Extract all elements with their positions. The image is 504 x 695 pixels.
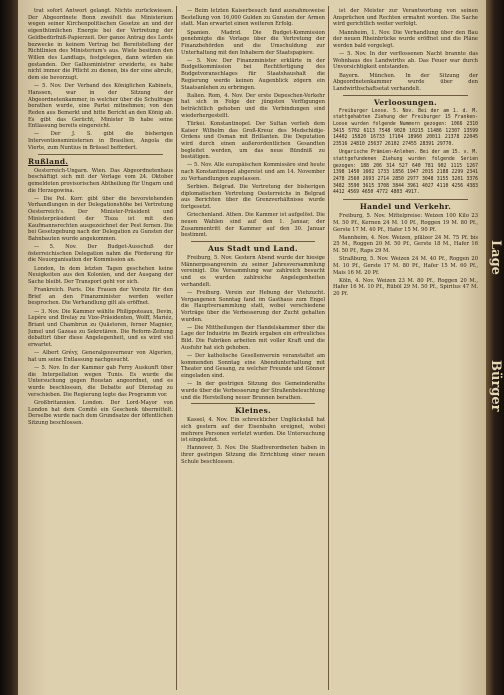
spine-label-upper: Lage	[488, 240, 503, 275]
section-divider	[191, 403, 315, 404]
article-paragraph: Köln, 4. Nov. Weizen 23 M. 80 Pf., Roggen 20 M., Hafer 16 M. 10 Pf., Rüböl 29 M. 50 Pf., Spiritus 47 M. 20 Pf.	[333, 277, 478, 298]
article-paragraph: — Albert Grévy, Generalgouverneur von Algerien, hat um seine Entlassung nachgesucht.	[28, 350, 173, 363]
article-paragraph: — 5. Nov. In der verflossenen Nacht brannte das Wohnhaus des Landwirths ab. Das Feuer war durch Unvorsichtigkeit entstanden.	[333, 51, 478, 71]
spine-label-lower: Bürger	[488, 360, 503, 412]
article-paragraph: Freiburg, 5. Nov. Gestern Abend wurde der hiesige Männergesangverein zu seiner Jahresversammlung vereinigt. Die Versammlung war zahlreich besucht und es wurden zahlreiche Angelegenheiten verhandelt.	[181, 254, 325, 288]
section-divider	[38, 154, 163, 155]
article-paragraph: Mannheim, 4. Nov. Weizen, pfälzer 24 M. 75 Pf. bis 25 M., Roggen 20 M. 50 Pf., Gerste 18 M., Hafer 16 M. 50 Pf., Raps 29 M.	[333, 234, 478, 255]
article-paragraph: Italien. Rom, 4. Nov. Der erste Depeschen-Verkehr hat sich in Folge der jüngsten Verfügungen beträchtlich gehoben und die Verbindungen sind wiederhergestellt.	[181, 92, 325, 119]
article-paragraph: Kassel, 4. Nov. Ein schrecklicher Unglücksfall hat sich gestern auf der Eisenbahn ereignet, wobei mehrere Personen verletzt wurden. Die Untersuchung ist eingeleitet.	[181, 417, 325, 444]
article-paragraph: — Der J. S. gibt die bisherigen Interventionsministerien in Brasilien, Angola die Vierte, zum Nuntius in Brüssel befördert.	[28, 131, 173, 151]
article-paragraph: — 5. Nov. Alle europäischen Kommissäre sind heute nach Konstantinopel abgereist und am 14. November zu Verhandlungen zugelassen.	[181, 162, 325, 182]
article-paragraph: Frankreich. Paris. Die Frauen der Vorsitz für den Brief an den Finanzminister werden weiter besprochen. Die Verhandlung gilt als eröffnet.	[28, 287, 173, 307]
article-paragraph: Griechenland. Athen. Die Kammer ist aufgelöst. Die neuen Wahlen sind auf den 1. Januar, der Zusammentritt der Kammer auf den 30. Januar bestimmt.	[181, 212, 325, 239]
column-left	[28, 8, 173, 688]
newspaper-page	[18, 0, 486, 695]
book-binding-left	[0, 0, 18, 695]
article-paragraph: Spanien. Madrid. Die Budget-Kommission genehmigte die Vorlage über die Vertretung der Finanzbehörden und die Umschuldung zur Unterhaltung mit den Inhabern der Staatspapiere.	[181, 29, 325, 56]
article-paragraph: ist der Meister zur Verantwortung von seinen Ansprüchen und Rechten ermahnt worden. Die Sache wird gerichtlich weiter verfolgt.	[333, 8, 478, 28]
article-paragraph: London, In dem letzten Tagen geschehen keine Neuigkeiten aus den Kolonien, und der Ausgang der Sache bleibt. Der Transport geht vor sich.	[28, 265, 173, 285]
article-paragraph: — 5. Nov. Der Verband des Königlichen Kabinets, Hanssen, war in der Sitzung der Abgeordnetenkammer, in welcher über die Schulfrage berathen wurde, eine Partei mitnehmen; von den Reden aus Bemerkt und hitte Bericht an den König ab. Es gibt das Gerücht, Minister Ib habe seine Entlassung bereits eingereicht.	[28, 83, 173, 130]
article-paragraph: — 5. Nov. In der Kammer gab Ferry Auskunft über die Interpellation wegen Tunis. Es wurde die Untersuchung gegen Roustan angeordnet, und es wurde beschlossen, die Debatte auf Dienstag zu verschieben. Die Regierung legte das Programm vor.	[28, 364, 173, 398]
section-divider	[191, 241, 315, 242]
book-binding-right	[486, 0, 504, 695]
article-paragraph: trat sofort Antwort gelangt. Nichts zurückwiesen. Der Abgeordnete Bonn zweifelt das Ministerium wegen seiner Kirchenpolitischen Gesetze an und der eigenthümlichen Energie bei der Vertretung der Geldbedürfniß-Papierzeit. Der ganze Antrag des Lords bezwecke in keinem Vertrag bei Bereitstellung der Richtlinien des Ministerium's aus. Wiele besitzen den Willen des Landtags, festgelegen, dann würden sie gestanden. Der Gallusministrer erwiderte, es habe nicht immer die Pflicht zu dienen, bis der eine abrufe, dem sie bevorzugt.	[28, 8, 173, 82]
article-paragraph: Freiburg, 5. Nov. Mittelpreise: Weizen 100 Kilo 23 M. 50 Pf., Kernen 24 M. 10 Pf., Roggen 19 M. 80 Pf., Gerste 17 M. 40 Pf., Hafer 15 M. 90 Pf.	[333, 213, 478, 233]
column-middle	[181, 8, 325, 688]
section-heading-miscellaneous: Kleines.	[235, 406, 271, 416]
article-paragraph: — In der gestrigen Sitzung des Gemeinderaths wurde über die Verbesserung der Straßenbeleuchtung und die Herstellung neuer Brunnen berathen.	[181, 381, 325, 401]
article-paragraph: — 5. Nov. Der Finanzminister erklärte in der Budgetkommission bei Rechtfertigung des Budgetvoranschlages für Staatshaushalt die Regierung werde keinen Augenblick zögern ein Staatsanlehen zu erbringen.	[181, 57, 325, 91]
article-paragraph: — Freiburg. Verein zur Hebung der Viehzucht. Vergangenen Sonntag fand im Gasthaus zum Engel die Hauptversammlung statt, wobei verschiedene Vorträge über die Verbesserung der Zucht gehalten wurden.	[181, 289, 325, 323]
section-heading-local-news: Aus Stadt und Land.	[208, 243, 298, 253]
section-heading-lotteries: Verloosungen.	[374, 97, 437, 107]
article-paragraph: Bayern. München. In der Sitzung der Abgeordnetenkammer wurde über den Landwirthschaftsetat verhandelt.	[333, 72, 478, 92]
article-paragraph: — 3. Nov. Die Kammer wählte Philippoteaux, Devin, Lepère und Brelay zu Vize-Präsidenten, Wolff, Mariéz, Briant und Chambrun zu Quästoren, ferner Magnier, Jumel und Gazeau zu Sekretären. Die Reform-Zeitung debattirt über diese Angelegenheit, und es wird viel erwartet.	[28, 308, 173, 349]
article-paragraph: — Die Pol. Korr. gibt über die bevorstehenden Verhandlungen in der Delegationshöhe bei Vertretung Oesterreich's. Der Minister-Präsident und Ministerpräsident der Tisza ist mit den Kaufmannsrechten ausgezeichnet der Pest fernen. Die bei Gesetzgebung nach der Delegation zu Gunsten der Bahnbauten wurde angekommen.	[28, 195, 173, 242]
section-heading-russia: Rußland.	[28, 156, 69, 166]
article-paragraph: — Beim letzten Kaiserbesuch fand ausnahmsweise Bestellung von 16,000 Gulden zu Gunsten der Armen statt. Man erwartet einen weiteren Erfolg.	[181, 8, 325, 28]
column-divider	[328, 6, 329, 690]
section-divider	[343, 199, 468, 200]
column-right	[333, 8, 478, 688]
article-paragraph: Oesterreich-Ungarn. Wien. Das Abgeordnetenhaus beschäftigt sich mit der Vorlage vom 24. Oktober gemeldeten provisorischen Abtheilung für Ungarn und die Herzegowina.	[28, 167, 173, 194]
article-paragraph: — Der katholische Gesellenverein veranstaltet am kommenden Sonntag eine Abendunterhaltung mit Theater und Gesang, zu welcher Freunde und Gönner eingeladen sind.	[181, 352, 325, 380]
article-paragraph: — 5. Nov. Der Budget-Ausschuß der österreichischen Delegation nahm die Förderung für die Neuorganisation der Kommission an.	[28, 244, 173, 264]
article-paragraph: Hannover, 5. Nov. Die Stadtverordneten haben in ihrer gestrigen Sitzung die Errichtung einer neuen Schule beschlossen.	[181, 445, 325, 465]
article-paragraph: Großbritannien. London. Der Lord-Mayor von London hat dem Comité ein Geschenk übermittelt. Derselbe wurde nach dem Grundsatze der öffentlichen Sitzung beschlossen.	[28, 399, 173, 426]
article-paragraph: — Die Mittheilungen der Handelskammer über die Lage der Industrie im Bezirk ergaben ein erfreuliches Bild. Die Fabriken arbeiten mit voller Kraft und die Ausfuhr hat sich gehoben.	[181, 324, 325, 351]
article-paragraph: Ungarische Prämien-Anlehen. Bei der am 15. v. M. stattgefundenen Ziehung wurden folgende Serien gezogen: 188 206 314 527 640 781 902 1115 1267 1398 1450 1602 1733 1856 1947 2015 2188 2299 2341 2478 2560 2693 2714 2850 2977 3048 3155 3201 3376 3482 3590 3615 3708 3844 3961 4027 4110 4256 4383 4412 4569 4650 4772 4803 4917.	[333, 150, 478, 196]
article-paragraph: Türkei. Konstantinopel. Der Sultan verlieh dem Kaiser Wilhelm das Groß-Kreuz des Medschidije-Ordens und Osman mit Brillanten. Die Deputation wird durch einen außerordentlichen Gesandten begleitet werden, um das neue Bündniß zu bestätigen.	[181, 120, 325, 161]
section-divider	[343, 95, 468, 96]
column-divider	[176, 6, 177, 690]
article-paragraph: Mannheim, 1. Nov. Die Verhandlung über den Bau der neuen Rheinbrücke wurde eröffnet und die Pläne werden bald vorgelegt.	[333, 29, 478, 49]
article-paragraph: Freiburger Loose. 5. Nov. Bei der am 1. d. M. stattgehabten Ziehung der Freiburger 15 Franken-Loose wurden folgende Nummern gezogen: 1066 2310 3415 5702 6113 7548 9020 10215 11486 12307 13599 14402 15820 16733 17104 18960 20011 21378 22045 23516 24810 25637 26102 27455 28391 29770.	[333, 108, 478, 148]
article-paragraph: Serbien. Belgrad. Die Vertretung der bisherigen diplomatischen Vertretung Oesterreichs in Belgrad aus Berichten über die Grenzverhältnisse wurde fortgesetzt.	[181, 183, 325, 211]
section-heading-trade: Handel und Verkehr.	[359, 202, 452, 212]
article-paragraph: Straßburg, 5. Nov. Weizen 24 M. 40 Pf., Roggen 20 M. 10 Pf., Gerste 17 M. 80 Pf., Hafer 15 M. 60 Pf., Mais 16 M. 20 Pf.	[333, 256, 478, 276]
